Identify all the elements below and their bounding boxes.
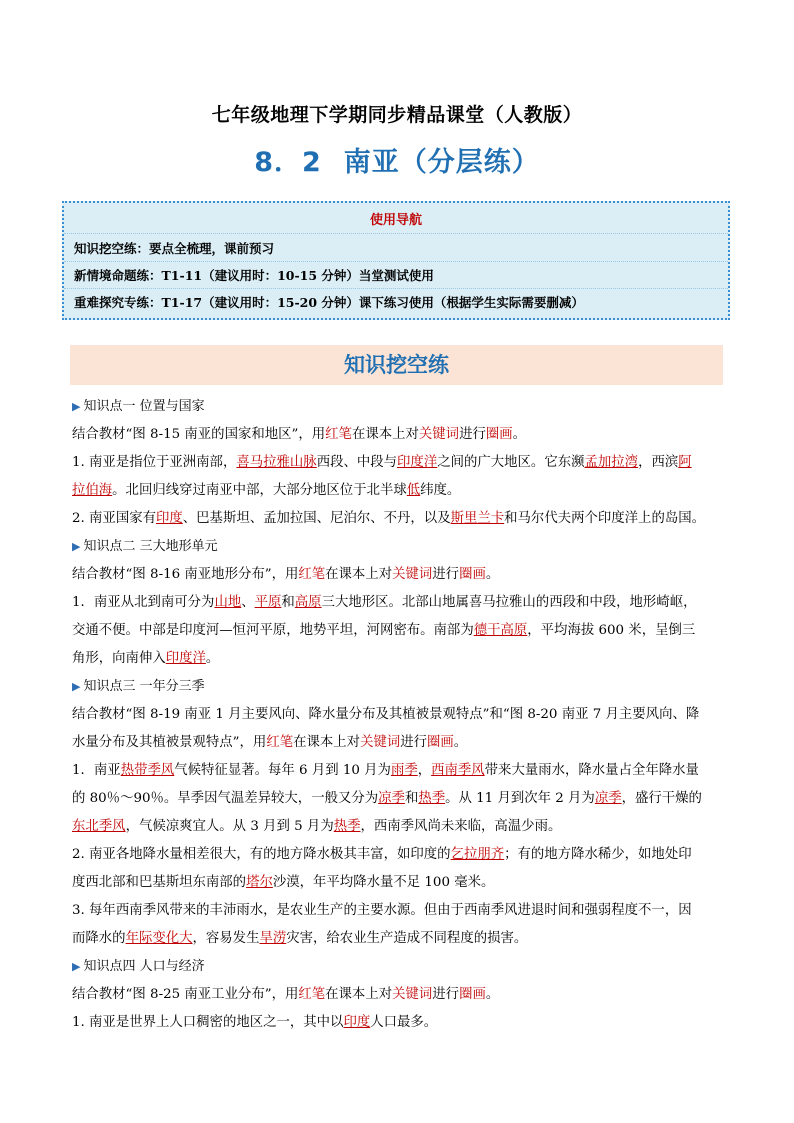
paragraph-line: 1．南亚从北到南可分为山地、平原和高原三大地形区。北部山地属喜马拉雅山的西段和中段，地形崎岖， — [72, 595, 697, 610]
answer-blank: 斯里兰卡 — [450, 511, 505, 526]
paragraph-line: 交通不便。中部是印度河—恒河平原，地势平坦，河网密布。南部为德干高原，平均海拔 600 米，呈倒三 — [72, 623, 696, 638]
navigation-heading: 使用导航 — [369, 213, 422, 228]
answer-blank: 孟加拉湾 — [584, 455, 639, 470]
paragraph-line: 而降水的年际变化大，容易发生旱涝灾害，给农业生产造成不同程度的损害。 — [72, 931, 528, 946]
answer-blank: 凉季 — [594, 791, 622, 806]
paragraph-line: 1. 南亚是世界上人口稠密的地区之一，其中以印度人口最多。 — [72, 1015, 438, 1030]
paragraph-line: 1．南亚热带季风气候特征显著。每年 6 月到 10 月为雨季，西南季风带来大量雨水，降水量占全年降水量 — [72, 763, 699, 778]
instruction-line: 结合教材“图 8-19 南亚 1 月主要风向、降水量分布及其植被景观特点”和“图 8-20 南亚 7 月主要风向、降 — [72, 707, 700, 722]
answer-blank: 东北季风 — [72, 819, 126, 834]
knowledge-point-heading: ▶ 知识点四 人口与经济 — [72, 959, 205, 974]
answer-blank: 热带季风 — [120, 763, 175, 778]
answer-blank: 西南季风 — [431, 763, 485, 778]
paragraph-line: 东北季风，气候凉爽宜人。从 3 月到 5 月为热季，西南季风尚未来临，高温少雨。 — [72, 819, 562, 834]
answer-blank: 热季 — [333, 819, 361, 834]
divider — [64, 288, 728, 289]
answer-blank: 塔尔 — [246, 875, 273, 890]
section-banner — [70, 345, 723, 385]
paragraph-line: 度西北部和巴基斯坦东南部的塔尔沙漠，年平均降水量不足 100 毫米。 — [72, 875, 495, 890]
usage-navigation-box — [62, 201, 730, 320]
knowledge-point-heading: ▶ 知识点一 位置与国家 — [72, 399, 205, 414]
answer-blank: 印度洋 — [397, 455, 438, 470]
triangle-bullet-icon: ▶ — [72, 400, 81, 413]
answer-blank: 山地 — [214, 595, 242, 610]
paragraph-line: 3. 每年西南季风带来的丰沛雨水，是农业生产的主要水源。但由于西南季风进退时间和强弱程度不一，因 — [72, 903, 692, 918]
answer-blank: 年际变化大 — [125, 931, 193, 946]
knowledge-point-heading: ▶ 知识点二 三大地形单元 — [72, 539, 218, 554]
course-subtitle: 七年级地理下学期同步精品课堂（人教版） — [211, 104, 583, 126]
answer-blank: 高原 — [294, 595, 322, 610]
answer-blank: 旱涝 — [259, 931, 287, 946]
answer-blank: 平原 — [254, 595, 282, 610]
paragraph-line: 的 80％～90％。旱季因气温差异较大，一般又分为凉季和热季。从 11 月到次年 2 月为凉季，盛行干燥的 — [72, 791, 702, 806]
navigation-row: 新情境命题练：T1-11（建议用时：10-15 分钟）当堂测试使用 — [74, 268, 434, 283]
navigation-row: 知识挖空练：要点全梳理，课前预习 — [74, 241, 275, 256]
divider — [64, 261, 728, 262]
triangle-bullet-icon: ▶ — [72, 540, 81, 553]
paragraph-line: 2. 南亚各地降水量相差很大，有的地方降水极其丰富，如印度的乞拉朋齐；有的地方降水稀少，如地处印 — [72, 847, 692, 862]
lesson-name: 南亚（分层练） — [343, 147, 540, 178]
answer-blank: 低 — [406, 483, 421, 498]
answer-blank: 凉季 — [378, 791, 405, 806]
answer-blank: 印度洋 — [165, 651, 206, 666]
paragraph-line: 拉伯海。北回归线穿过南亚中部，大部分地区位于北半球低纬度。 — [72, 483, 461, 498]
section-banner-label: 知识挖空练 — [344, 353, 449, 377]
instruction-line: 水量分布及其植被景观特点”，用红笔在课本上对关键词进行圈画。 — [72, 735, 468, 750]
answer-blank: 喜马拉雅山脉 — [236, 455, 317, 470]
answer-blank: 印度 — [156, 511, 183, 526]
answer-blank: 印度 — [343, 1015, 371, 1030]
navigation-row: 重难探究专练：T1-17（建议用时：15-20 分钟）课下练习使用（根据学生实际需要删减） — [74, 295, 584, 310]
answer-blank: 乞拉朋齐 — [450, 847, 505, 862]
lesson-title — [0, 140, 794, 179]
answer-blank: 雨季 — [390, 763, 418, 778]
content-body — [72, 393, 724, 1037]
paragraph-line: 2. 南亚国家有印度、巴基斯坦、孟加拉国、尼泊尔、不丹，以及斯里兰卡和马尔代夫两个印度洋上的岛国。 — [72, 511, 706, 526]
answer-blank: 拉伯海 — [72, 483, 113, 498]
instruction-line: 结合教材“图 8-16 南亚地形分布”，用红笔在课本上对关键词进行圈画。 — [72, 567, 500, 582]
paragraph-line: 角形，向南伸入印度洋。 — [72, 651, 220, 666]
instruction-line: 结合教材“图 8-25 南亚工业分布”，用红笔在课本上对关键词进行圈画。 — [72, 987, 500, 1002]
lesson-number: 8．2 — [254, 147, 322, 178]
divider — [64, 233, 728, 234]
answer-blank: 热季 — [418, 791, 446, 806]
knowledge-point-heading: ▶ 知识点三 一年分三季 — [72, 679, 205, 694]
answer-blank: 德干高原 — [473, 623, 528, 638]
answer-blank: 阿 — [678, 455, 692, 470]
triangle-bullet-icon: ▶ — [72, 680, 81, 693]
paragraph-line: 1. 南亚是指位于亚洲南部，喜马拉雅山脉西段、中段与印度洋之间的广大地区。它东濒孟加拉湾，西滨阿 — [72, 455, 692, 470]
instruction-line: 结合教材“图 8-15 南亚的国家和地区”，用红笔在课本上对关键词进行圈画。 — [72, 427, 527, 442]
triangle-bullet-icon: ▶ — [72, 960, 81, 973]
